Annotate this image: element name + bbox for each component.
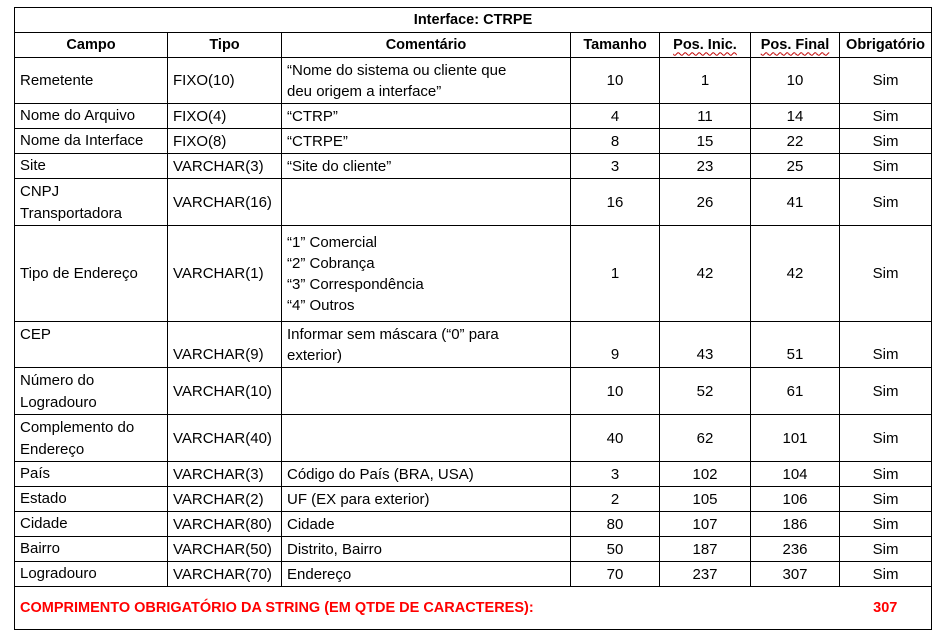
cell-pos-final: 61 <box>751 368 840 415</box>
header-pos-final-label: Pos. Final <box>760 36 830 53</box>
cell-tipo: VARCHAR(3) <box>168 462 282 487</box>
table-row <box>15 537 932 562</box>
cell-obrigatorio: Sim <box>840 104 932 129</box>
cell-campo: Nome do Arquivo <box>15 104 168 129</box>
table-row <box>15 129 932 154</box>
cell-tamanho: 1 <box>571 226 660 322</box>
cell-pos-inic: 52 <box>660 368 751 415</box>
cell-pos-final: 236 <box>751 537 840 562</box>
header-tamanho: Tamanho <box>571 33 660 58</box>
cell-tamanho: 3 <box>571 462 660 487</box>
comentario-line: exterior) <box>287 347 343 364</box>
header-pos-inic <box>660 33 751 58</box>
cell-pos-final: 106 <box>751 487 840 512</box>
cell-pos-inic: 15 <box>660 129 751 154</box>
cell-comentario <box>282 537 571 562</box>
interface-spec-document <box>14 7 932 630</box>
cell-comentario <box>282 322 571 368</box>
cell-pos-final: 25 <box>751 154 840 179</box>
cell-comentario <box>282 154 571 179</box>
cell-obrigatorio: Sim <box>840 415 932 462</box>
table-row <box>15 58 932 104</box>
cell-tamanho: 10 <box>571 368 660 415</box>
comentario-line: “Site do cliente” <box>287 157 392 175</box>
header-comentario: Comentário <box>282 33 571 58</box>
table-row <box>15 368 932 415</box>
table-row <box>15 179 932 226</box>
cell-tamanho: 4 <box>571 104 660 129</box>
cell-obrigatorio: Sim <box>840 179 932 226</box>
cell-tipo: VARCHAR(3) <box>168 154 282 179</box>
cell-campo: CNPJ Transportadora <box>15 179 168 226</box>
table-row <box>15 322 932 368</box>
cell-campo: Remetente <box>15 58 168 104</box>
cell-tamanho: 16 <box>571 179 660 226</box>
comentario-line: “3” Correspondência <box>287 275 424 293</box>
cell-obrigatorio: Sim <box>840 58 932 104</box>
cell-tipo: VARCHAR(70) <box>168 562 282 587</box>
cell-pos-final: 186 <box>751 512 840 537</box>
cell-obrigatorio: Sim <box>840 368 932 415</box>
comentario-line: Cidade <box>287 515 335 533</box>
cell-tipo: VARCHAR(10) <box>168 368 282 415</box>
cell-tamanho: 2 <box>571 487 660 512</box>
table-row <box>15 512 932 537</box>
cell-tipo: VARCHAR(50) <box>168 537 282 562</box>
cell-obrigatorio: Sim <box>840 487 932 512</box>
comentario-line: Distrito, Bairro <box>287 540 383 558</box>
cell-pos-final: 51 <box>751 322 840 368</box>
cell-campo: Site <box>15 154 168 179</box>
cell-campo: Nome da Interface <box>15 129 168 154</box>
header-pos-final <box>751 33 840 58</box>
comentario-line: Endereço <box>287 565 352 583</box>
cell-comentario <box>282 179 571 226</box>
cell-comentario <box>282 104 571 129</box>
cell-campo: Tipo de Endereço <box>15 226 168 322</box>
cell-pos-final: 22 <box>751 129 840 154</box>
cell-pos-final: 104 <box>751 462 840 487</box>
cell-comentario <box>282 512 571 537</box>
cell-pos-inic: 102 <box>660 462 751 487</box>
cell-tipo: FIXO(10) <box>168 58 282 104</box>
cell-tamanho: 80 <box>571 512 660 537</box>
table-row <box>15 226 932 322</box>
cell-pos-inic: 26 <box>660 179 751 226</box>
cell-comentario <box>282 487 571 512</box>
comentario-line: deu origem a interface” <box>287 82 442 100</box>
cell-pos-inic: 23 <box>660 154 751 179</box>
cell-tipo: VARCHAR(9) <box>168 322 282 368</box>
cell-campo: Bairro <box>15 537 168 562</box>
header-pos-inic-label: Pos. Inic. <box>673 36 737 53</box>
cell-obrigatorio: Sim <box>840 537 932 562</box>
cell-campo: Logradouro <box>15 562 168 587</box>
cell-obrigatorio: Sim <box>840 226 932 322</box>
cell-campo: País <box>15 462 168 487</box>
cell-comentario <box>282 226 571 322</box>
cell-tipo: VARCHAR(2) <box>168 487 282 512</box>
table-row <box>15 154 932 179</box>
cell-tamanho: 9 <box>571 322 660 368</box>
cell-obrigatorio: Sim <box>840 154 932 179</box>
cell-pos-final: 42 <box>751 226 840 322</box>
cell-pos-inic: 11 <box>660 104 751 129</box>
cell-pos-inic: 105 <box>660 487 751 512</box>
cell-pos-inic: 237 <box>660 562 751 587</box>
cell-comentario <box>282 562 571 587</box>
cell-tamanho: 8 <box>571 129 660 154</box>
cell-obrigatorio: Sim <box>840 562 932 587</box>
cell-obrigatorio: Sim <box>840 462 932 487</box>
comentario-line: Informar sem máscara (“0” para <box>287 326 499 343</box>
cell-pos-inic: 1 <box>660 58 751 104</box>
header-campo: Campo <box>15 33 168 58</box>
cell-tipo: VARCHAR(16) <box>168 179 282 226</box>
cell-tamanho: 10 <box>571 58 660 104</box>
cell-tipo: FIXO(4) <box>168 104 282 129</box>
total-row <box>15 587 932 630</box>
cell-obrigatorio: Sim <box>840 129 932 154</box>
comentario-line: UF (EX para exterior) <box>287 490 430 508</box>
cell-pos-inic: 42 <box>660 226 751 322</box>
cell-comentario <box>282 129 571 154</box>
comentario-line: “4” Outros <box>287 296 355 314</box>
cell-campo: CEP <box>15 322 168 368</box>
cell-tipo: VARCHAR(1) <box>168 226 282 322</box>
cell-pos-final: 101 <box>751 415 840 462</box>
cell-comentario <box>282 368 571 415</box>
cell-campo: Estado <box>15 487 168 512</box>
header-row <box>15 33 932 58</box>
comentario-line: “1” Comercial <box>287 233 378 251</box>
comentario-line: “CTRPE” <box>287 132 348 150</box>
table-row <box>15 415 932 462</box>
cell-pos-inic: 107 <box>660 512 751 537</box>
cell-comentario <box>282 415 571 462</box>
cell-pos-inic: 187 <box>660 537 751 562</box>
table-row <box>15 104 932 129</box>
cell-obrigatorio: Sim <box>840 322 932 368</box>
cell-campo: Cidade <box>15 512 168 537</box>
table-body <box>15 58 932 587</box>
table-row <box>15 562 932 587</box>
cell-campo: Número do Logradouro <box>15 368 168 415</box>
cell-pos-final: 14 <box>751 104 840 129</box>
table-row <box>15 462 932 487</box>
comentario-line: “Nome do sistema ou cliente que <box>287 61 507 79</box>
total-value: 307 <box>840 587 932 630</box>
cell-pos-final: 10 <box>751 58 840 104</box>
cell-obrigatorio: Sim <box>840 512 932 537</box>
cell-tamanho: 40 <box>571 415 660 462</box>
comentario-line: “CTRP” <box>287 107 338 125</box>
cell-pos-final: 41 <box>751 179 840 226</box>
cell-pos-final: 307 <box>751 562 840 587</box>
table-title: Interface: CTRPE <box>15 8 932 33</box>
header-tipo: Tipo <box>168 33 282 58</box>
total-label: COMPRIMENTO OBRIGATÓRIO DA STRING (EM QTDE DE CARACTERES): <box>15 587 840 630</box>
cell-tamanho: 3 <box>571 154 660 179</box>
cell-pos-inic: 43 <box>660 322 751 368</box>
cell-pos-inic: 62 <box>660 415 751 462</box>
cell-campo: Complemento do Endereço <box>15 415 168 462</box>
comentario-line: Código do País (BRA, USA) <box>287 465 474 483</box>
table-row <box>15 487 932 512</box>
cell-tamanho: 50 <box>571 537 660 562</box>
header-obrigatorio: Obrigatório <box>840 33 932 58</box>
cell-tamanho: 70 <box>571 562 660 587</box>
cell-tipo: VARCHAR(40) <box>168 415 282 462</box>
cell-tipo: FIXO(8) <box>168 129 282 154</box>
cell-comentario <box>282 58 571 104</box>
cell-comentario <box>282 462 571 487</box>
cell-tipo: VARCHAR(80) <box>168 512 282 537</box>
comentario-line: “2” Cobrança <box>287 254 375 272</box>
interface-spec-table <box>14 7 932 630</box>
